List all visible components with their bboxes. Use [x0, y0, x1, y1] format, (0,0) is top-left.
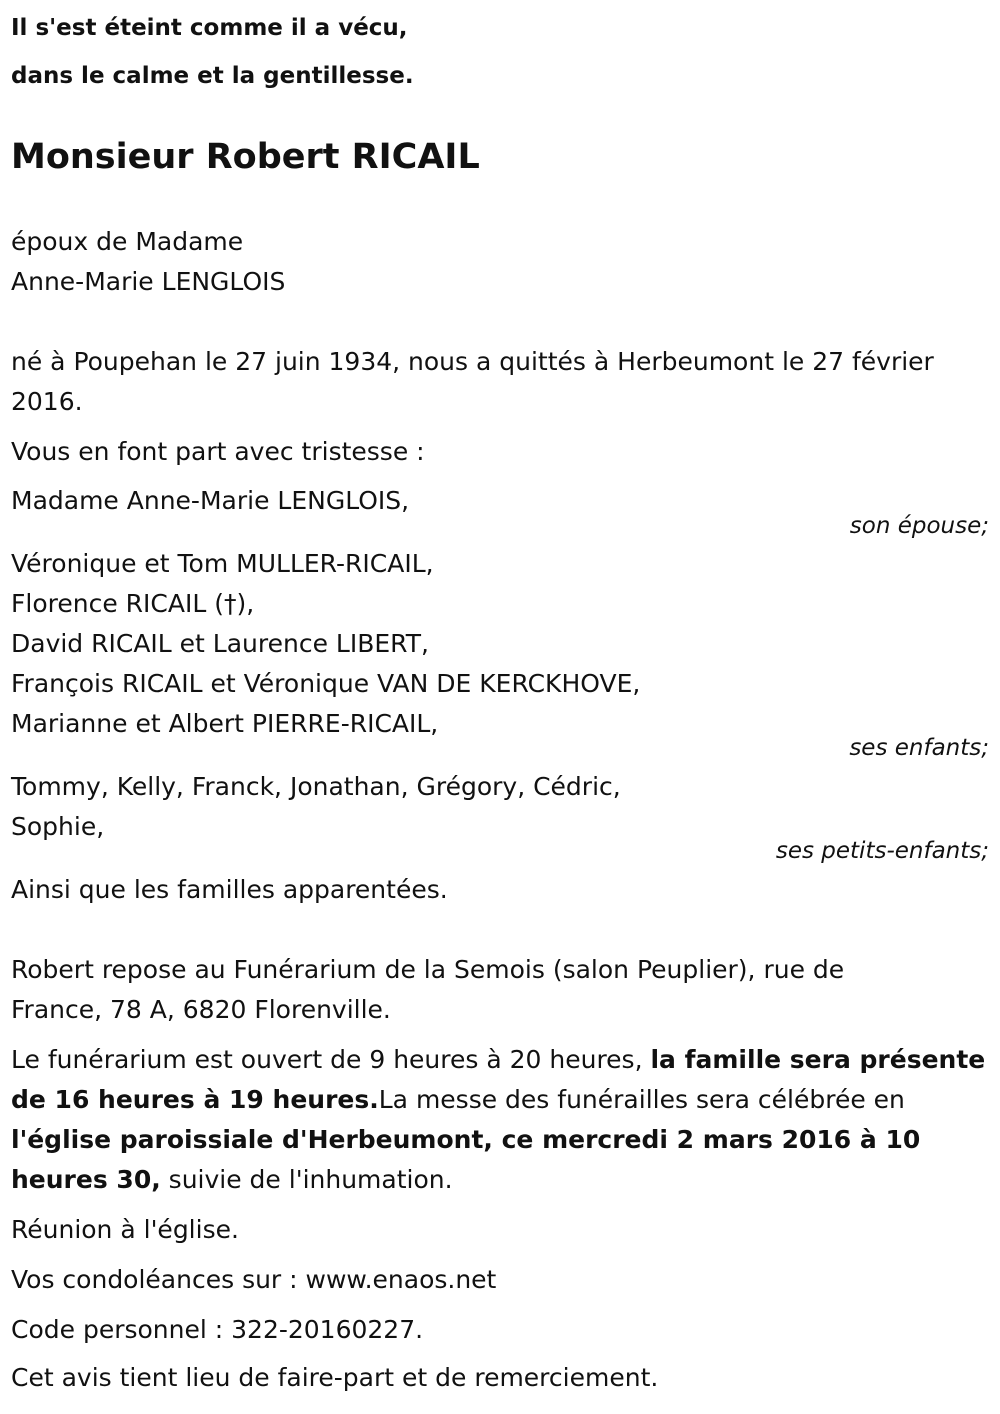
grandchildren-role: ses petits-enfants;	[775, 838, 989, 864]
spouse-line-1: époux de Madame	[11, 227, 244, 256]
mass-place-time-text: l'église paroissiale d'Herbeumont, ce mercredi 2 mars 2016 à 10 heures 30,	[11, 1125, 921, 1194]
birth-death-line-1: né à Poupehan le 27 juin 1934, nous a quittés à Herbeumont le 27 février	[11, 347, 934, 376]
condolences-line: Vos condoléances sur : www.enaos.net	[11, 1265, 497, 1294]
burial-text: suivie de l'inhumation.	[160, 1165, 453, 1194]
birth-death-line-2: 2016.	[11, 387, 83, 416]
epigraph-line-2: dans le calme et la gentillesse.	[11, 63, 414, 89]
child-line: Marianne et Albert PIERRE-RICAIL,	[11, 709, 439, 738]
hours-text: Le funérarium est ouvert de 9 heures à 20 heures,	[11, 1045, 651, 1074]
funeral-details-paragraph	[11, 1040, 989, 1200]
relatives-line: Ainsi que les familles apparentées.	[11, 875, 448, 904]
child-line: François RICAIL et Véronique VAN DE KERCKHOVE,	[11, 669, 641, 698]
grandchildren-line: Sophie,	[11, 812, 105, 841]
meeting-line: Réunion à l'église.	[11, 1215, 239, 1244]
announcement-intro: Vous en font part avec tristesse :	[11, 437, 425, 466]
mass-text: La messe des funérailles sera célébrée en	[378, 1085, 905, 1114]
repose-line-2: France, 78 A, 6820 Florenville.	[11, 995, 391, 1024]
repose-line-1: Robert repose au Funérarium de la Semois (salon Peuplier), rue de	[11, 955, 845, 984]
children-role: ses enfants;	[849, 735, 989, 761]
spouse-line-2: Anne-Marie LENGLOIS	[11, 267, 286, 296]
closing-line: Cet avis tient lieu de faire-part et de remerciement.	[11, 1363, 659, 1392]
grandchildren-line: Tommy, Kelly, Franck, Jonathan, Grégory, Cédric,	[11, 772, 621, 801]
family-spouse-role: son épouse;	[849, 513, 989, 539]
deceased-name: Monsieur Robert RICAIL	[11, 137, 480, 177]
family-presence-text: la famille sera présente de 16 heures à 19 heures.	[11, 1045, 986, 1114]
epigraph-line-1: Il s'est éteint comme il a vécu,	[11, 15, 408, 41]
child-line: Florence RICAIL (†),	[11, 589, 255, 618]
personal-code-line: Code personnel : 322-20160227.	[11, 1315, 424, 1344]
family-spouse-name: Madame Anne-Marie LENGLOIS,	[11, 486, 410, 515]
child-line: David RICAIL et Laurence LIBERT,	[11, 629, 429, 658]
child-line: Véronique et Tom MULLER-RICAIL,	[11, 549, 434, 578]
